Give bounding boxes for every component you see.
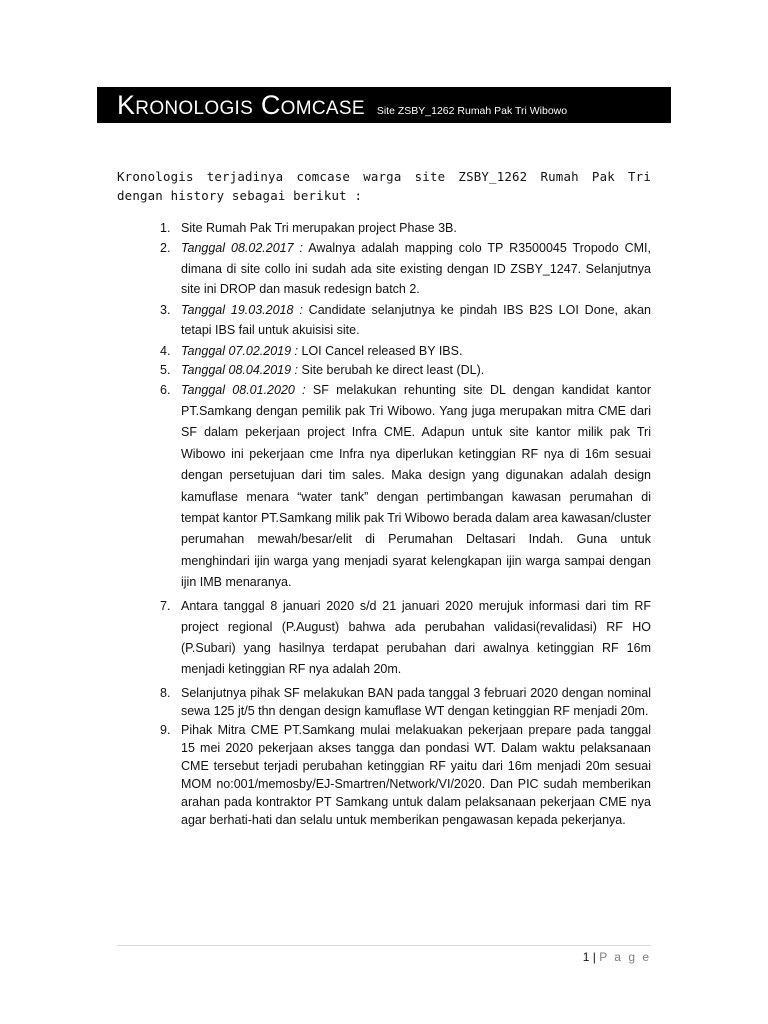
list-item [157, 341, 651, 362]
list-item [157, 596, 651, 681]
chronology-list [157, 218, 651, 829]
intro-paragraph: Kronologis terjadinya comcase warga site ZSBY_1262 Rumah Pak Tri dengan history sebagai berikut : [117, 169, 651, 203]
list-item-number: 3. [160, 302, 171, 317]
list-item-number: 1. [160, 221, 171, 235]
list-item-date: Tanggal 08.04.2019 : [181, 363, 299, 377]
list-item [157, 380, 651, 594]
list-item-number: 2. [160, 241, 171, 255]
list-item-date: Tanggal 07.02.2019 : [181, 343, 299, 358]
list-item-text: Site berubah ke direct least (DL). [298, 363, 485, 377]
list-item [157, 218, 651, 238]
list-item-text: Selanjutnya pihak SF melakukan BAN pada tanggal 3 februari 2020 dengan nominal sewa 125 jt/5 thn dengan design kamuflase WT dengan ketinggian RF menjadi 20m. [181, 686, 651, 719]
list-item-text: LOI Cancel released BY IBS. [298, 343, 463, 358]
document-subtitle: Site ZSBY_1262 Rumah Pak Tri Wibowo [376, 105, 568, 117]
page-label: P a g e [599, 950, 651, 964]
page-footer [583, 950, 651, 964]
list-item-number: 9. [160, 723, 171, 738]
list-item-date: Tanggal 19.03.2018 : [181, 302, 303, 317]
list-item-date: Tanggal 08.01.2020 : [181, 382, 306, 397]
page-separator: | [592, 950, 596, 964]
page-number: 1 [582, 950, 590, 964]
list-item-number: 5. [160, 363, 171, 377]
list-item-number: 6. [160, 382, 171, 397]
list-item-text: Pihak Mitra CME PT.Samkang mulai melakuakan pekerjaan prepare pada tanggal 15 mei 2020 pekerjaan akses tangga dan pondasi WT. Dalam waktu pelaksanaan CME tersebut terjadi perubahan ketinggian RF yaitu dari 16m menjadi 20m sesuai MOM no:001/memosby/EJ-Smartren/Network/VI/2020. Dan PIC sudah memberikan arahan pada kontraktor PT Samkang untuk dalam pelaksanaan pekerjaan CME nya agar berhati-hati dan selalu untuk memberikan pengawasan kepada pekerjanya. [181, 723, 651, 828]
list-item-text: SF melakukan rehunting site DL dengan kandidat kantor PT.Samkang dengan pemilik pak Tri Wibowo. Yang juga merupakan mitra CME dari SF dalam pekerjaan project Infra CME. Adapun untuk site kantor milik pak Tri Wibowo ini pekerjaan cme Infra nya diperlukan ketinggian RF nya di 16m sesuai dengan persetujuan dari tim sales. Maka design yang digunakan adalah design kamuflase menara “water tank” dengan pertimbangan kawasan perumahan di tempat kantor PT.Samkang milik pak Tri Wibowo berada dalam area kawasan/cluster perumahan mewah/besar/elit di Perumahan Deltasari Indah. Guna untuk menghindari ijin warga yang menjadi syarat kelengkapan ijin warga sampai dengan ijin IMB menaranya. [181, 382, 651, 590]
footer-divider [117, 945, 651, 946]
list-item-number: 7. [160, 598, 171, 613]
list-item-number: 4. [160, 343, 171, 358]
list-item [157, 721, 651, 829]
list-item [157, 361, 651, 380]
list-item [157, 238, 651, 300]
list-item-number: 8. [160, 686, 171, 701]
document-title-bar [97, 87, 671, 123]
list-item [157, 684, 651, 720]
list-item [157, 300, 651, 341]
list-item-text: Awalnya adalah mapping colo TP R3500045 Tropodo CMI, dimana di site collo ini sudah ada site existing dengan ID ZSBY_1247. Selanjutnya site ini DROP dan masuk redesign batch 2. [181, 241, 651, 296]
document-title: Kronologis Comcase [117, 90, 365, 120]
list-item-date: Tanggal 08.02.2017 : [181, 241, 304, 255]
list-item-text: Antara tanggal 8 januari 2020 s/d 21 januari 2020 merujuk informasi dari tim RF project regional (P.August) bahwa ada perubahan validasi(revalidasi) RF HO (P.Subari) yang hasilnya terdapat perubahan dari awalnya ketinggian RF 16m menjadi ketinggian RF nya adalah 20m. [181, 598, 651, 677]
list-item-text: Site Rumah Pak Tri merupakan project Phase 3B. [181, 221, 457, 235]
list-item-text: Candidate selanjutnya ke pindah IBS B2S LOI Done, akan tetapi IBS fail untuk akuisisi site. [181, 302, 651, 337]
